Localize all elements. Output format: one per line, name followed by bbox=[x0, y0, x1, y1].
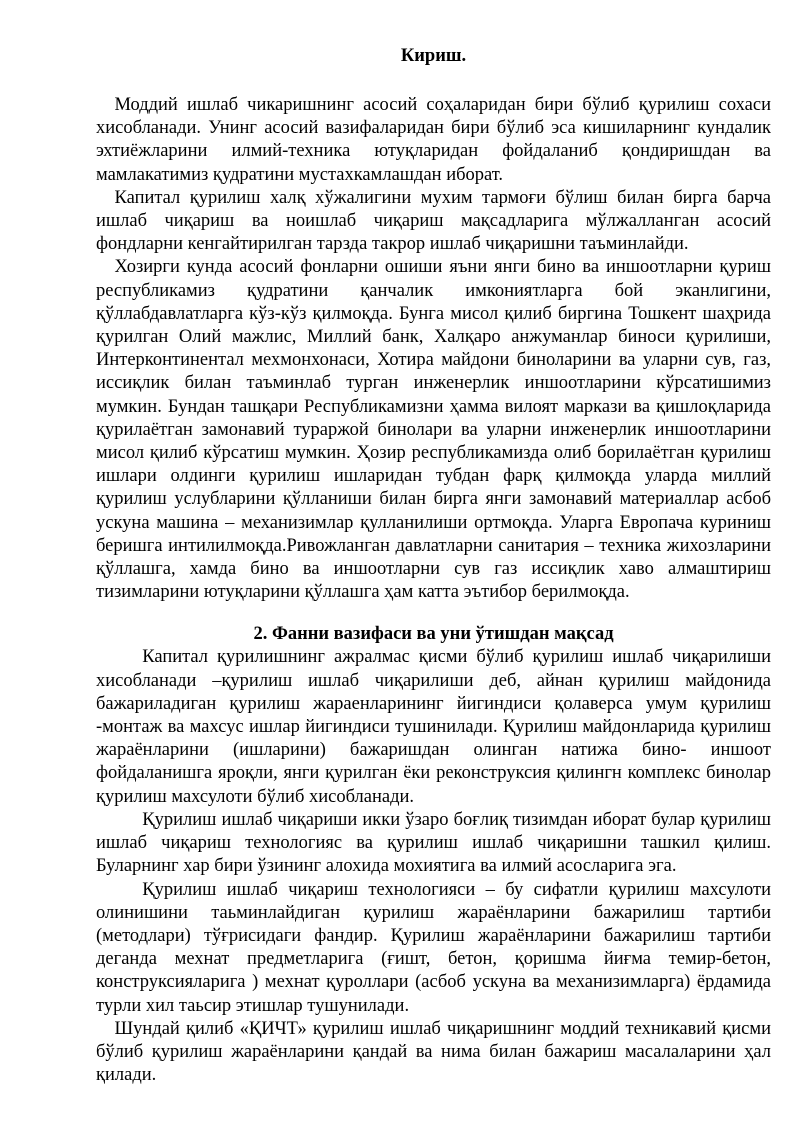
paragraph: Қурилиш ишлаб чиқариши икки ўзаро боғлиқ тизимдан иборат булар қурилиш ишлаб чиқариш технологияс ва қурилиш ишлаб чиқаришни ташкил қилиш. Буларнинг хар бири ўзининг алохида мохиятига ва илмий асосларига эга. bbox=[96, 809, 771, 877]
document-page bbox=[96, 44, 771, 1087]
paragraph: Капитал қурилиш халқ хўжалигини мухим тармоғи бўлиш билан бирга барча ишлаб чиқариш ва ноишлаб чиқариш мақсадларига мўлжалланган асосий фондларни кенгайтирилган тарзда такрор ишлаб чиқаришни таъминлайди. bbox=[96, 187, 771, 255]
section-title-introduction: Кириш. bbox=[400, 46, 467, 66]
paragraph: Шундай қилиб «ҚИЧТ» қурилиш ишлаб чиқаришнинг моддий техникавий қисми бўлиб қурилиш жараёнларини қандай ва нима билан бажариш масалаларини ҳал қилади. bbox=[96, 1018, 771, 1086]
paragraph: Моддий ишлаб чикаришнинг асосий соҳаларидан бири бўлиб қурилиш сохаси хисобланади. Унинг асосий вазифаларидан бири бўлиб эса кишиларнинг кундалик эхтиёжларини илмий-техника ютуқларидан фойдаланиб қондиришдан ва мамлакатимиз қудратини мустахкамлашдан иборат. bbox=[96, 95, 771, 185]
section-title-subject-goals: 2. Фанни вазифаси ва уни ўтишдан мақсад bbox=[253, 624, 614, 645]
paragraph: Қурилиш ишлаб чиқариш технологияси – бу сифатли қурилиш махсулоти олинишини таьминлайдиган қурилиш жараёнларини бажарилиш тартиби (методлари) тўғрисидаги фандир. Қурилиш жараёнларини бажарилиш тартиби деганда мехнат предметларига (ғишт, бетон, қоришма йиғма темир-бетон, конструксияларига ) мехнат қуроллари (асбоб ускуна ва механизимларга) ёрдамида турли хил таьсир этишлар тушунилади. bbox=[96, 879, 771, 1016]
paragraph: Капитал қурилишнинг ажралмас қисми бўлиб қурилиш ишлаб чиқарилиши хисобланади –қурилиш ишлаб чиқарилиши деб, айнан қурилиш майдонида бажариладиган қурилиш жараенларининг йигиндиси қолаверса умум қурилиш -монтаж ва махсус ишлар йигиндиси тушинилади. Қурилиш майдонларида қурилиш жараёнларини (ишларини) бажаришдан олинган натижа бино- иншоот фойдаланишга яроқли, янги қурилган ёки реконструксия қилингн комплекс бинолар қурилиш махсулоти бўлиб хисобланади. bbox=[96, 647, 771, 807]
paragraph: Хозирги кунда асосий фонларни ошиши яъни янги бино ва иншоотларни қуриш республикамиз қудратини қанчалик имкониятларга бой эканлигини, қўллабдавлатларга кўз-кўз қилмоқда. Бунга мисол қилиб биргина Тошкент шаҳрида қурилган Олий мажлис, Миллий банк, Халқаро анжуманлар биноси қурилиши, Интерконтинентал мехмонхонаси, Хотира майдони биноларини ва уларни сув, газ, иссиқлик билан таъминлаб турган инженерлик иншоотларини кўрсатишимиз мумкин. Бундан ташқари Республикамизни ҳамма вилоят маркази ва қишлоқларида қурилаётган замонавий тураржой бинолари ва уларни инженерлик иншоотларини мисол қилиб кўрсатиш мумкин. Ҳозир республикамизда олиб борилаётган қурилиш ишлари олдинги қурилиш ишларидан тубдан фарқ қилмоқда уларда миллий қурилиш услубларини қўлланиши билан бирга янги замонавий материаллар асбоб ускуна машина – механизимлар қулланилиши ортмоқда. Уларга Европача куриниш беришга интилилмоқда.Ривожланган давлатларни санитария – техника жихозларини қўллашга, хамда бино ва иншоотларни сув газ иссиқлик хаво алмаштириш тизимларини ютуқларини қўллашга ҳам катта эътибор берилмоқда. bbox=[96, 257, 771, 603]
